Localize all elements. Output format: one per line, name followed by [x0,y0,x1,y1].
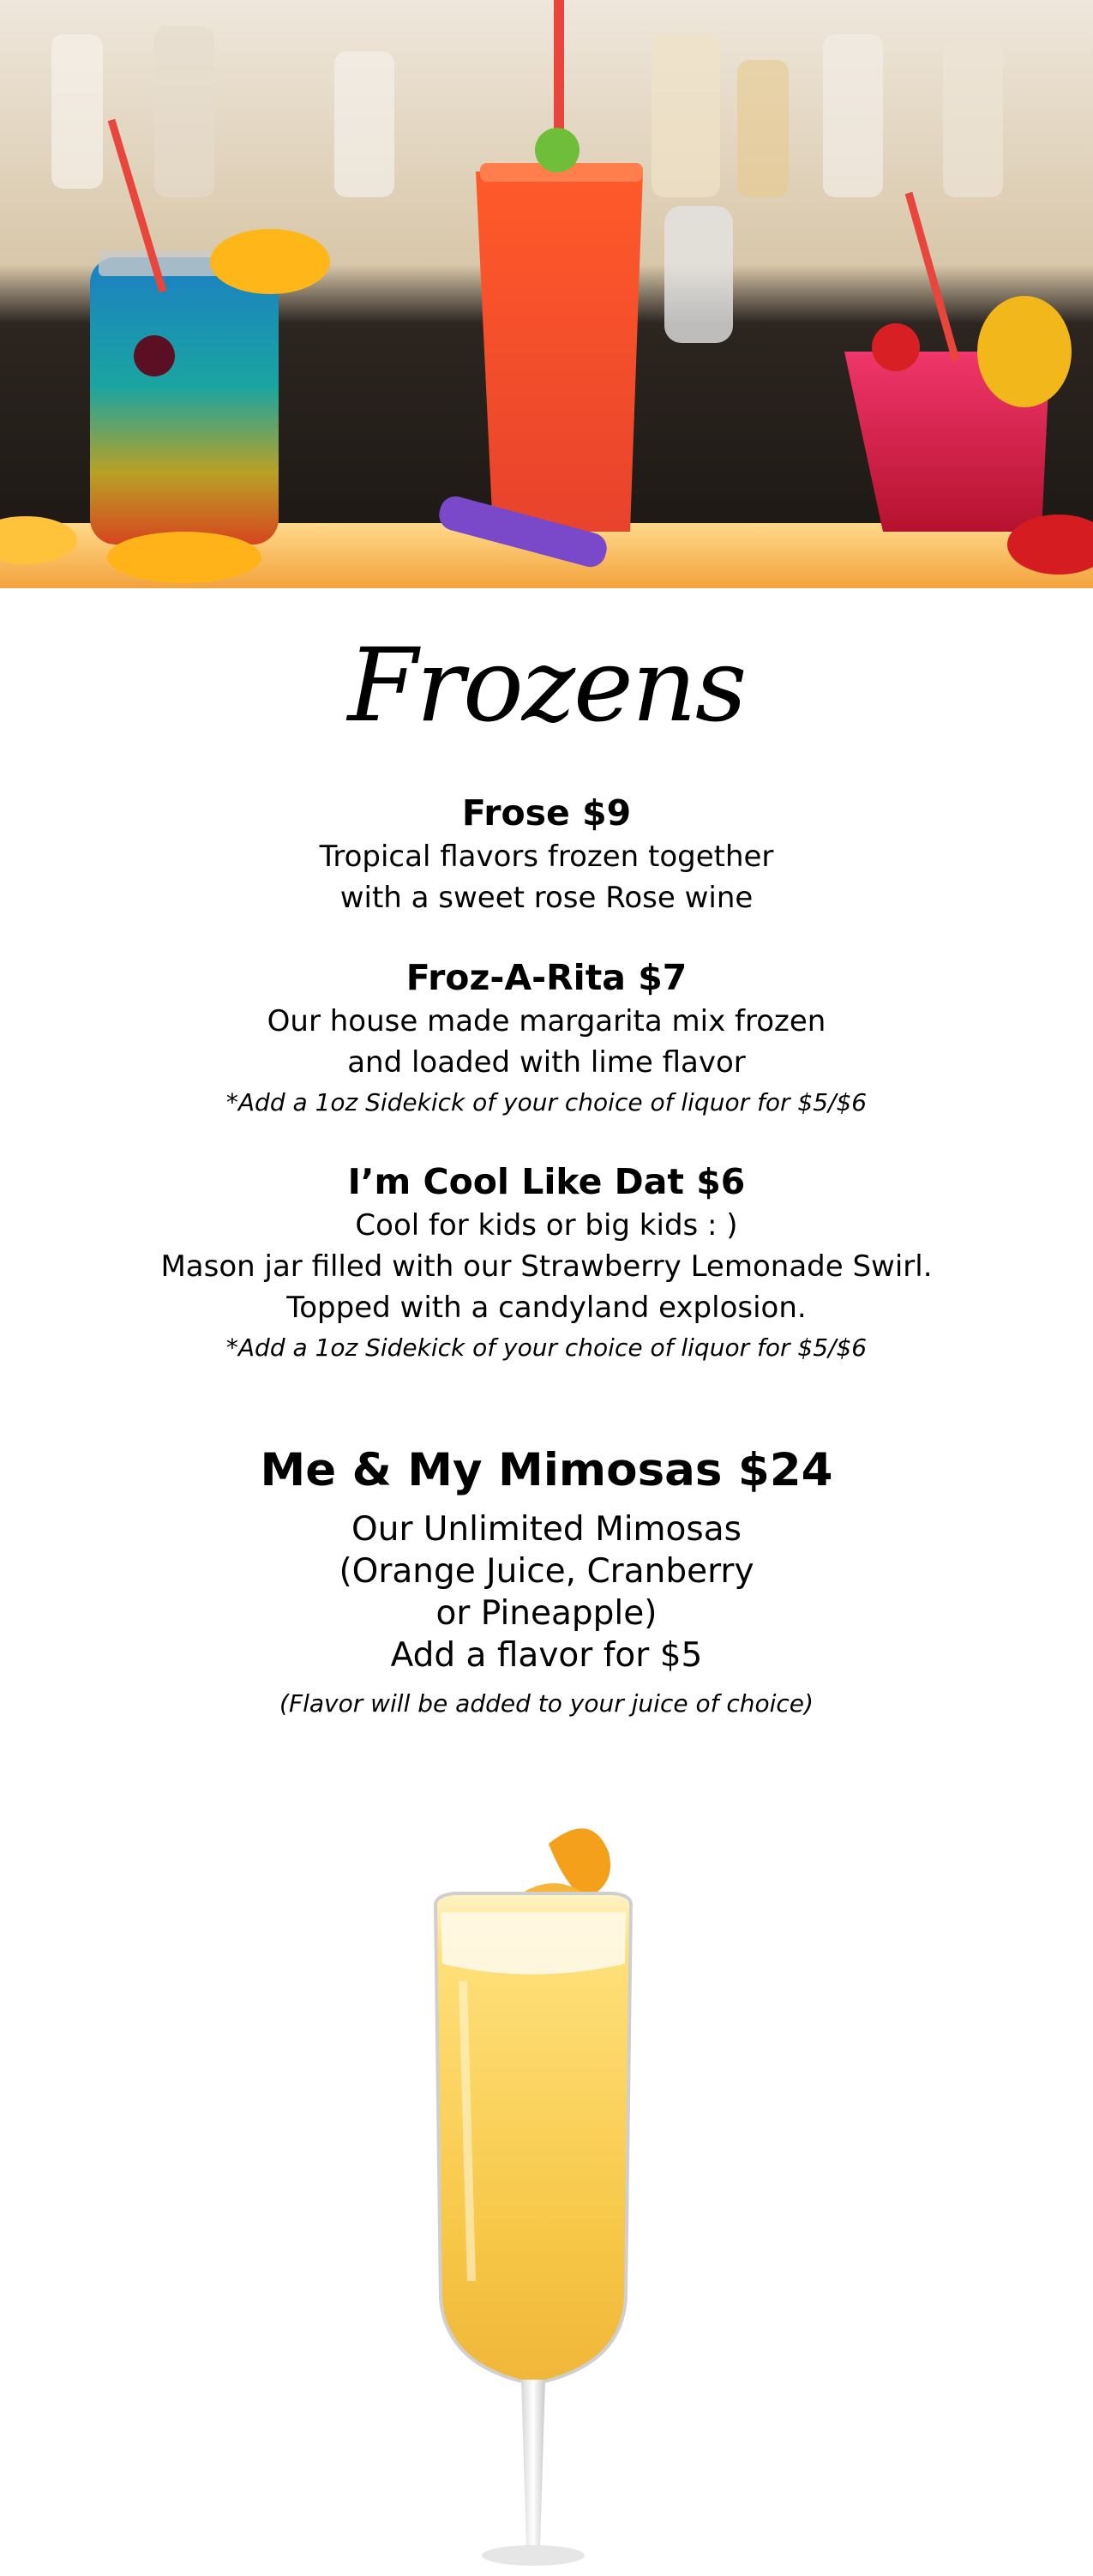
item-name: I’m Cool Like Dat $6 [347,1161,746,1202]
item-description-line: Cool for kids or big kids : ) [355,1208,738,1243]
champagne-flute-image [411,1818,660,2573]
menu-item-cool-like-dat [0,1161,1093,1368]
hero-cocktails-image [0,0,1093,588]
item-description-line: Tropical flavors frozen together [319,840,774,874]
item-description-line: or Pineapple) [435,1594,658,1633]
item-description-line: Add a flavor for $5 [390,1636,703,1675]
cocktails-illustration [0,0,1093,588]
menu-item-frose [0,792,1093,918]
item-description-line: Our house made margarita mix frozen [267,1004,826,1038]
menu-item-mimosas [0,1444,1093,1721]
item-note: *Add a 1oz Sidekick of your choice of liquor for $5/$6 [225,1333,868,1362]
item-description-line: Our Unlimited Mimosas [351,1510,742,1549]
item-name: Froz-A-Rita $7 [405,957,688,998]
item-note: (Flavor will be added to your juice of choice) [279,1689,814,1718]
section-title: Frozens [347,626,746,744]
item-description-line: and loaded with lime flavor [347,1045,746,1080]
item-name: Me & My Mimosas $24 [260,1444,833,1496]
item-note: *Add a 1oz Sidekick of your choice of liquor for $5/$6 [225,1088,868,1116]
item-description-line: with a sweet rose Rose wine [339,881,754,915]
item-description-line: Mason jar filled with our Strawberry Lemonade Swirl. [160,1249,933,1284]
champagne-flute-illustration [411,1818,660,2573]
item-description-line: (Orange Juice, Cranberry [339,1552,754,1591]
menu-item-froz-a-rita [0,957,1093,1122]
item-description-line: Topped with a candyland explosion. [286,1291,807,1325]
item-name: Frose $9 [461,792,632,834]
